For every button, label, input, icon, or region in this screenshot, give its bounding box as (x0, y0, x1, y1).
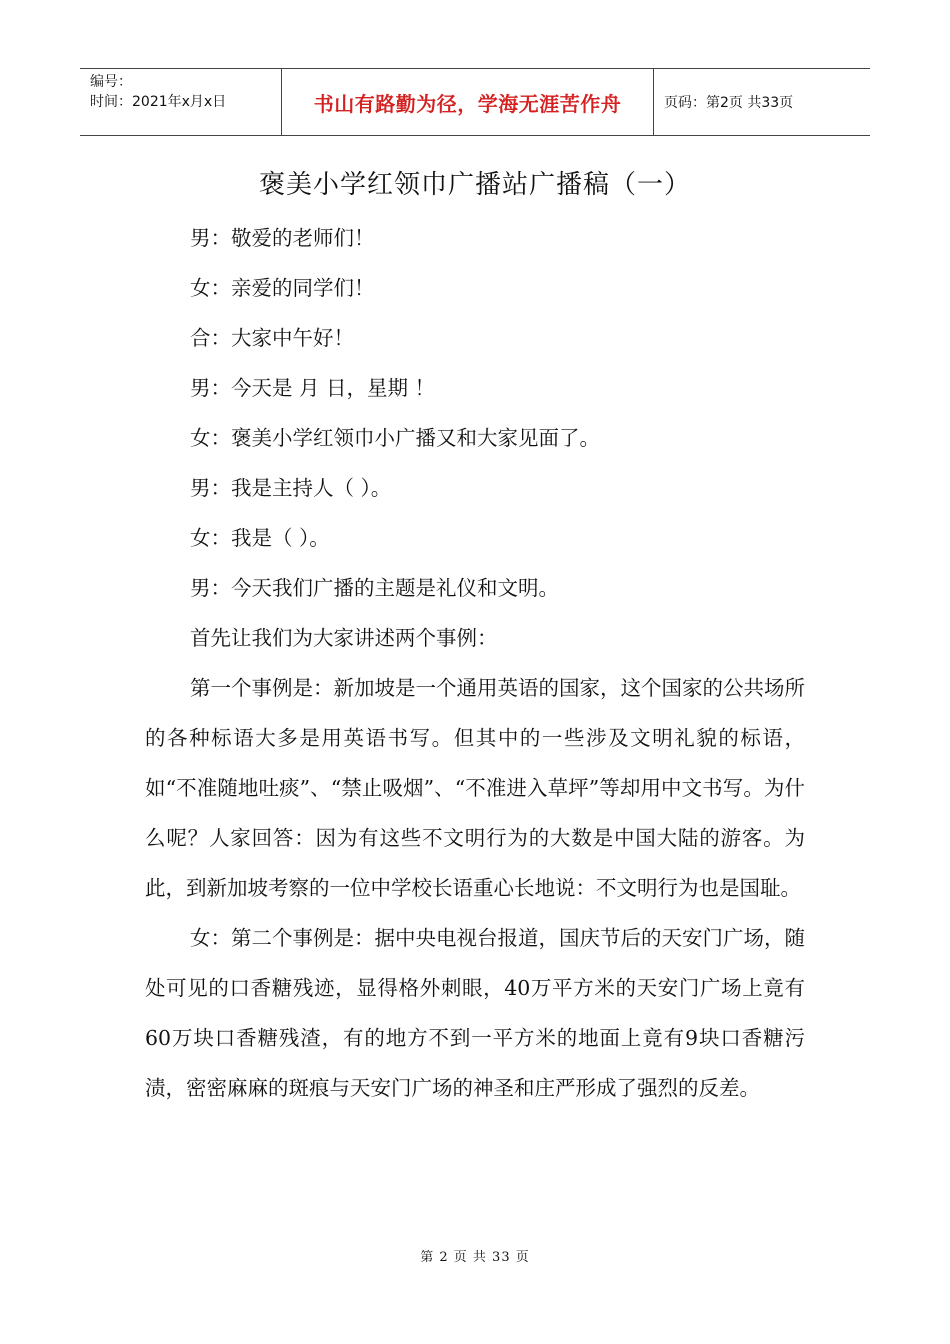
page-header (80, 68, 870, 136)
header-page-cell (654, 69, 870, 135)
paragraph: 女：褒美小学红领巾小广播又和大家见面了。 (190, 426, 600, 450)
header-meta-cell (80, 69, 282, 135)
header-motto: 书山有路勤为径，学海无涯苦作舟 (313, 91, 622, 116)
page-footer: 第 2 页 共 33 页 (420, 1250, 530, 1265)
document-title: 褒美小学红领巾广播站广播稿（一） (258, 170, 691, 200)
paragraph: 女：第二个事例是：据中央电视台报道，国庆节后的天安门广场，随处可见的口香糖残迹，显得格外刺眼，40万平方米的天安门广场上竟有60万块口香糖残渣，有的地方不到一平方米的地面上竟有9块口香糖污渍，密密麻麻的斑痕与天安门广场的神圣和庄严形成了强烈的反差。 (145, 926, 805, 1100)
paragraph: 合：大家中午好！ (190, 326, 354, 350)
paragraph: 男：今天是 月 日，星期 ！ (190, 376, 436, 400)
paragraph: 男：今天我们广播的主题是礼仪和文明。 (190, 576, 559, 600)
paragraph: 第一个事例是：新加坡是一个通用英语的国家，这个国家的公共场所的各种标语大多是用英语书写。但其中的一些涉及文明礼貌的标语，如“不准随地吐痰”、“禁止吸烟”、“不准进入草坪”等却用中文书写。为什么呢？人家回答：因为有这些不文明行为的大数是中国大陆的游客。为此，到新加坡考察的一位中学校长语重心长地说：不文明行为也是国耻。 (145, 676, 805, 900)
document-number-label: 编号： (90, 74, 132, 90)
paragraph: 首先让我们为大家讲述两个事例： (190, 626, 498, 650)
paragraph: 男：敬爱的老师们！ (190, 226, 375, 250)
paragraph: 女：我是（ ）。 (190, 526, 330, 550)
paragraph: 女：亲爱的同学们！ (190, 276, 375, 300)
header-motto-cell (282, 69, 654, 135)
paragraph: 男：我是主持人（ ）。 (190, 476, 392, 500)
document-time-label: 时间：2021年x月x日 (90, 94, 227, 110)
header-page-info: 页码：第2页 共33页 (664, 95, 794, 111)
document-body (145, 213, 805, 1113)
